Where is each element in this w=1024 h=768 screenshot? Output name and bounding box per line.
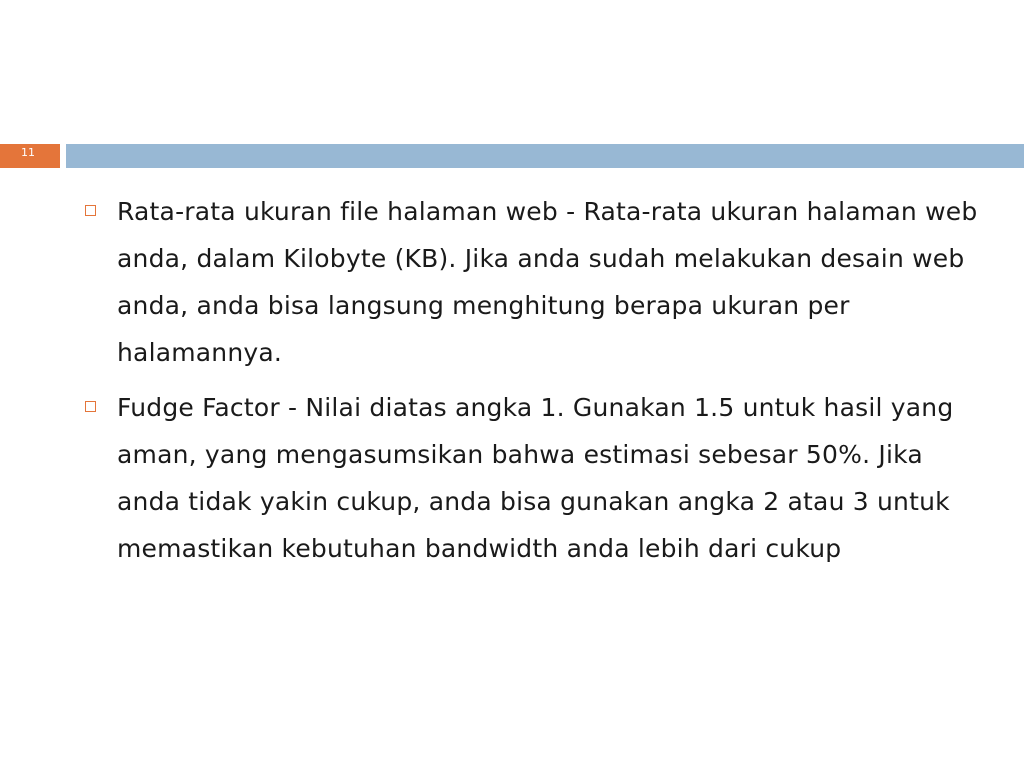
bullet-text: Fudge Factor - Nilai diatas angka 1. Gunakan 1.5 untuk hasil yang aman, yang mengasumsikan bahwa estimasi sebesar 50%. Jika anda tidak yakin cukup, anda bisa gunakan angka 2 atau 3 untuk memastikan kebutuhan bandwidth anda lebih dari cukup: [117, 393, 954, 563]
square-outline-icon: [85, 205, 96, 216]
square-outline-icon: [85, 401, 96, 412]
bullet-list: [80, 188, 990, 580]
bullet-item: [80, 188, 990, 376]
bullet-text: Rata-rata ukuran file halaman web - Rata-rata ukuran halaman web anda, dalam Kilobyte (KB). Jika anda sudah melakukan desain web anda, anda bisa langsung menghitung berapa ukuran per halamannya.: [117, 197, 978, 367]
header-bar: [66, 144, 1024, 168]
bullet-item: [80, 384, 990, 572]
slide-number: 11: [21, 146, 35, 159]
